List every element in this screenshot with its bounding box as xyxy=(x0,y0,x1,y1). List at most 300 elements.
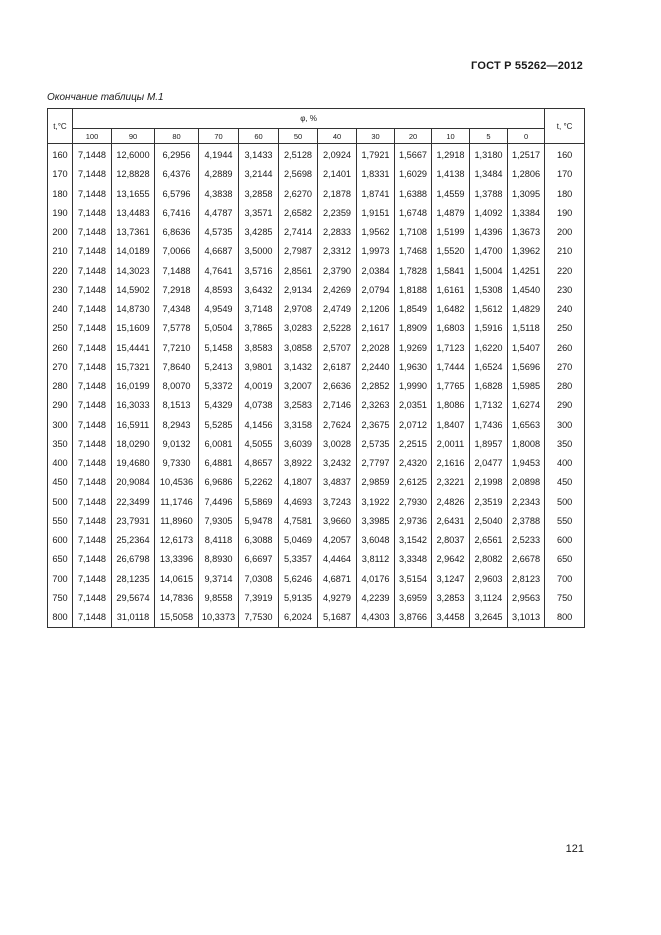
value-cell: 7,0066 xyxy=(155,242,199,261)
value-cell: 2,5128 xyxy=(279,144,318,166)
value-cell: 2,0898 xyxy=(508,473,545,492)
value-cell: 4,8593 xyxy=(199,281,239,300)
table-row xyxy=(48,165,585,184)
value-cell: 1,5841 xyxy=(432,262,470,281)
temperature-cell-left: 230 xyxy=(48,281,73,300)
value-cell: 3,5154 xyxy=(395,570,432,589)
value-cell: 7,1448 xyxy=(73,396,112,415)
value-cell: 1,2918 xyxy=(432,144,470,166)
value-cell: 1,7444 xyxy=(432,358,470,377)
temperature-cell-left: 190 xyxy=(48,204,73,223)
value-cell: 7,5778 xyxy=(155,319,199,338)
value-cell: 12,6173 xyxy=(155,531,199,550)
value-cell: 15,5058 xyxy=(155,608,199,628)
value-cell: 3,6432 xyxy=(239,281,279,300)
value-cell: 3,2858 xyxy=(239,185,279,204)
value-cell: 8,4118 xyxy=(199,531,239,550)
value-cell: 3,2583 xyxy=(279,396,318,415)
value-cell: 1,2517 xyxy=(508,144,545,166)
value-cell: 3,9660 xyxy=(318,512,357,531)
value-cell: 3,1922 xyxy=(357,493,395,512)
value-cell: 2,3675 xyxy=(357,416,395,435)
value-cell: 3,2007 xyxy=(279,377,318,396)
value-cell: 1,6748 xyxy=(395,204,432,223)
value-cell: 2,5707 xyxy=(318,339,357,358)
value-cell: 2,7414 xyxy=(279,223,318,242)
value-cell: 6,8636 xyxy=(155,223,199,242)
temperature-cell-right: 600 xyxy=(545,531,585,550)
temperature-cell-right: 220 xyxy=(545,262,585,281)
temperature-cell-right: 550 xyxy=(545,512,585,531)
value-cell: 2,9736 xyxy=(395,512,432,531)
value-cell: 1,5407 xyxy=(508,339,545,358)
table-body xyxy=(48,144,585,628)
value-cell: 3,2432 xyxy=(318,454,357,473)
value-cell: 6,2956 xyxy=(155,144,199,166)
temperature-cell-left: 500 xyxy=(48,493,73,512)
value-cell: 1,8188 xyxy=(395,281,432,300)
value-cell: 1,6828 xyxy=(470,377,508,396)
value-cell: 7,1448 xyxy=(73,358,112,377)
value-cell: 6,2024 xyxy=(279,608,318,628)
value-cell: 7,1448 xyxy=(73,473,112,492)
phi-value-header: 60 xyxy=(239,129,279,144)
value-cell: 7,1448 xyxy=(73,185,112,204)
value-cell: 13,1655 xyxy=(112,185,155,204)
value-cell: 28,1235 xyxy=(112,570,155,589)
value-cell: 4,0019 xyxy=(239,377,279,396)
value-cell: 2,6561 xyxy=(470,531,508,550)
value-cell: 3,1124 xyxy=(470,589,508,608)
value-cell: 3,4285 xyxy=(239,223,279,242)
table-row xyxy=(48,185,585,204)
value-cell: 9,0132 xyxy=(155,435,199,454)
value-cell: 2,7930 xyxy=(395,493,432,512)
value-cell: 5,9478 xyxy=(239,512,279,531)
temperature-cell-left: 450 xyxy=(48,473,73,492)
value-cell: 11,8960 xyxy=(155,512,199,531)
value-cell: 3,1247 xyxy=(432,570,470,589)
value-cell: 3,7243 xyxy=(318,493,357,512)
phi-values-row xyxy=(48,129,585,144)
temperature-cell-left: 220 xyxy=(48,262,73,281)
phi-value-header: 10 xyxy=(432,129,470,144)
value-cell: 1,5199 xyxy=(432,223,470,242)
value-cell: 15,1609 xyxy=(112,319,155,338)
value-cell: 2,9563 xyxy=(508,589,545,608)
value-cell: 8,8930 xyxy=(199,550,239,569)
value-cell: 7,1448 xyxy=(73,608,112,628)
temperature-cell-right: 290 xyxy=(545,396,585,415)
value-cell: 3,7865 xyxy=(239,319,279,338)
temperature-cell-left: 170 xyxy=(48,165,73,184)
value-cell: 2,3263 xyxy=(357,396,395,415)
table-row xyxy=(48,473,585,492)
value-cell: 4,6687 xyxy=(199,242,239,261)
value-cell: 1,5985 xyxy=(508,377,545,396)
value-cell: 1,3180 xyxy=(470,144,508,166)
value-cell: 22,3499 xyxy=(112,493,155,512)
value-cell: 13,7361 xyxy=(112,223,155,242)
temperature-cell-right: 180 xyxy=(545,185,585,204)
value-cell: 7,1448 xyxy=(73,493,112,512)
value-cell: 2,0011 xyxy=(432,435,470,454)
value-cell: 2,1998 xyxy=(470,473,508,492)
value-cell: 2,2028 xyxy=(357,339,395,358)
value-cell: 1,6029 xyxy=(395,165,432,184)
value-cell: 7,1448 xyxy=(73,281,112,300)
value-cell: 3,7148 xyxy=(239,300,279,319)
value-cell: 4,0176 xyxy=(357,570,395,589)
value-cell: 6,4881 xyxy=(199,454,239,473)
value-cell: 2,3790 xyxy=(318,262,357,281)
value-cell: 1,3962 xyxy=(508,242,545,261)
value-cell: 3,3158 xyxy=(279,416,318,435)
temperature-cell-right: 450 xyxy=(545,473,585,492)
temperature-cell-left: 160 xyxy=(48,144,73,166)
value-cell: 2,1878 xyxy=(318,185,357,204)
value-cell: 15,4441 xyxy=(112,339,155,358)
temperature-cell-left: 600 xyxy=(48,531,73,550)
value-cell: 26,6798 xyxy=(112,550,155,569)
table-row xyxy=(48,339,585,358)
value-cell: 2,8037 xyxy=(432,531,470,550)
value-cell: 6,9686 xyxy=(199,473,239,492)
value-cell: 14,0189 xyxy=(112,242,155,261)
table-row xyxy=(48,262,585,281)
value-cell: 3,5716 xyxy=(239,262,279,281)
value-cell: 2,5233 xyxy=(508,531,545,550)
temperature-cell-right: 750 xyxy=(545,589,585,608)
value-cell: 2,8082 xyxy=(470,550,508,569)
value-cell: 1,3484 xyxy=(470,165,508,184)
value-cell: 1,5696 xyxy=(508,358,545,377)
value-cell: 2,3221 xyxy=(432,473,470,492)
value-cell: 7,1448 xyxy=(73,144,112,166)
value-cell: 1,4396 xyxy=(470,223,508,242)
value-cell: 2,4826 xyxy=(432,493,470,512)
value-cell: 7,1448 xyxy=(73,531,112,550)
value-cell: 1,9973 xyxy=(357,242,395,261)
temperature-cell-right: 400 xyxy=(545,454,585,473)
value-cell: 7,4348 xyxy=(155,300,199,319)
value-cell: 1,9630 xyxy=(395,358,432,377)
temperature-cell-left: 290 xyxy=(48,396,73,415)
value-cell: 2,6187 xyxy=(318,358,357,377)
value-cell: 4,7641 xyxy=(199,262,239,281)
value-cell: 1,7132 xyxy=(470,396,508,415)
phi-value-header: 70 xyxy=(199,129,239,144)
value-cell: 7,1448 xyxy=(73,550,112,569)
value-cell: 4,4693 xyxy=(279,493,318,512)
value-cell: 2,7797 xyxy=(357,454,395,473)
value-cell: 1,4251 xyxy=(508,262,545,281)
value-cell: 18,0290 xyxy=(112,435,155,454)
value-cell: 2,3519 xyxy=(470,493,508,512)
temperature-cell-right: 300 xyxy=(545,416,585,435)
value-cell: 25,2364 xyxy=(112,531,155,550)
value-cell: 3,2853 xyxy=(432,589,470,608)
phi-value-header: 40 xyxy=(318,129,357,144)
table-row xyxy=(48,319,585,338)
temperature-cell-right: 160 xyxy=(545,144,585,166)
value-cell: 4,9549 xyxy=(199,300,239,319)
value-cell: 5,2262 xyxy=(239,473,279,492)
value-cell: 3,1433 xyxy=(239,144,279,166)
value-cell: 5,2413 xyxy=(199,358,239,377)
value-cell: 5,0504 xyxy=(199,319,239,338)
value-cell: 7,1448 xyxy=(73,377,112,396)
value-cell: 1,9453 xyxy=(508,454,545,473)
phi-value-header: 0 xyxy=(508,129,545,144)
value-cell: 1,3673 xyxy=(508,223,545,242)
value-cell: 2,4269 xyxy=(318,281,357,300)
value-cell: 29,5674 xyxy=(112,589,155,608)
value-cell: 5,6246 xyxy=(279,570,318,589)
value-cell: 4,4787 xyxy=(199,204,239,223)
value-cell: 1,8008 xyxy=(508,435,545,454)
table-row xyxy=(48,550,585,569)
value-cell: 1,6482 xyxy=(432,300,470,319)
t-header-right: t, °C xyxy=(545,109,585,144)
value-cell: 4,2057 xyxy=(318,531,357,550)
value-cell: 3,2645 xyxy=(470,608,508,628)
value-cell: 4,5055 xyxy=(239,435,279,454)
value-cell: 3,9801 xyxy=(239,358,279,377)
temperature-cell-left: 300 xyxy=(48,416,73,435)
value-cell: 2,5698 xyxy=(279,165,318,184)
temperature-cell-right: 800 xyxy=(545,608,585,628)
temperature-cell-left: 550 xyxy=(48,512,73,531)
value-cell: 12,8828 xyxy=(112,165,155,184)
phi-value-header: 80 xyxy=(155,129,199,144)
temperature-cell-right: 200 xyxy=(545,223,585,242)
value-cell: 1,9269 xyxy=(395,339,432,358)
value-cell: 2,5228 xyxy=(318,319,357,338)
value-cell: 3,3571 xyxy=(239,204,279,223)
phi-value-header: 100 xyxy=(73,129,112,144)
value-cell: 7,1448 xyxy=(73,589,112,608)
value-cell: 7,7210 xyxy=(155,339,199,358)
value-cell: 2,6431 xyxy=(432,512,470,531)
value-cell: 2,4749 xyxy=(318,300,357,319)
value-cell: 2,1617 xyxy=(357,319,395,338)
value-cell: 1,4559 xyxy=(432,185,470,204)
value-cell: 9,8558 xyxy=(199,589,239,608)
value-cell: 23,7931 xyxy=(112,512,155,531)
value-cell: 1,7828 xyxy=(395,262,432,281)
value-cell: 2,6678 xyxy=(508,550,545,569)
value-cell: 3,6048 xyxy=(357,531,395,550)
value-cell: 9,3714 xyxy=(199,570,239,589)
table-row xyxy=(48,454,585,473)
t-header-left: t,°C xyxy=(48,109,73,144)
value-cell: 5,9135 xyxy=(279,589,318,608)
value-cell: 2,3788 xyxy=(508,512,545,531)
value-cell: 4,7581 xyxy=(279,512,318,531)
table-row xyxy=(48,531,585,550)
data-table xyxy=(47,108,585,628)
temperature-cell-left: 650 xyxy=(48,550,73,569)
value-cell: 4,9279 xyxy=(318,589,357,608)
value-cell: 1,5520 xyxy=(432,242,470,261)
temperature-cell-right: 210 xyxy=(545,242,585,261)
temperature-cell-right: 500 xyxy=(545,493,585,512)
value-cell: 3,4837 xyxy=(318,473,357,492)
value-cell: 2,5040 xyxy=(470,512,508,531)
value-cell: 1,7108 xyxy=(395,223,432,242)
value-cell: 4,2889 xyxy=(199,165,239,184)
page-number: 121 xyxy=(565,843,584,855)
value-cell: 2,8561 xyxy=(279,262,318,281)
value-cell: 10,3373 xyxy=(199,608,239,628)
temperature-cell-right: 270 xyxy=(545,358,585,377)
value-cell: 14,7836 xyxy=(155,589,199,608)
temperature-cell-left: 180 xyxy=(48,185,73,204)
value-cell: 7,1448 xyxy=(73,435,112,454)
table-row xyxy=(48,223,585,242)
table-row xyxy=(48,608,585,628)
value-cell: 4,1944 xyxy=(199,144,239,166)
table-row xyxy=(48,377,585,396)
table-row xyxy=(48,204,585,223)
temperature-cell-right: 650 xyxy=(545,550,585,569)
table-row xyxy=(48,493,585,512)
value-cell: 16,5911 xyxy=(112,416,155,435)
value-cell: 1,8086 xyxy=(432,396,470,415)
value-cell: 3,6959 xyxy=(395,589,432,608)
temperature-cell-left: 240 xyxy=(48,300,73,319)
value-cell: 14,8730 xyxy=(112,300,155,319)
value-cell: 7,1448 xyxy=(73,319,112,338)
table-row xyxy=(48,435,585,454)
value-cell: 1,3788 xyxy=(470,185,508,204)
value-cell: 5,3357 xyxy=(279,550,318,569)
value-cell: 2,2833 xyxy=(318,223,357,242)
value-cell: 20,9084 xyxy=(112,473,155,492)
value-cell: 4,1456 xyxy=(239,416,279,435)
value-cell: 2,2852 xyxy=(357,377,395,396)
value-cell: 2,8123 xyxy=(508,570,545,589)
temperature-cell-left: 350 xyxy=(48,435,73,454)
value-cell: 1,5612 xyxy=(470,300,508,319)
value-cell: 2,2515 xyxy=(395,435,432,454)
table-row xyxy=(48,144,585,166)
value-cell: 7,1448 xyxy=(73,223,112,242)
value-cell: 3,3985 xyxy=(357,512,395,531)
value-cell: 3,8583 xyxy=(239,339,279,358)
phi-value-header: 20 xyxy=(395,129,432,144)
value-cell: 1,8331 xyxy=(357,165,395,184)
value-cell: 14,3023 xyxy=(112,262,155,281)
value-cell: 8,0070 xyxy=(155,377,199,396)
value-cell: 2,2343 xyxy=(508,493,545,512)
value-cell: 7,0308 xyxy=(239,570,279,589)
table-row xyxy=(48,300,585,319)
value-cell: 1,5667 xyxy=(395,144,432,166)
value-cell: 1,7123 xyxy=(432,339,470,358)
value-cell: 1,4540 xyxy=(508,281,545,300)
temperature-cell-right: 350 xyxy=(545,435,585,454)
value-cell: 1,5308 xyxy=(470,281,508,300)
value-cell: 1,4700 xyxy=(470,242,508,261)
phi-value-header: 50 xyxy=(279,129,318,144)
table-row xyxy=(48,416,585,435)
table-row xyxy=(48,242,585,261)
value-cell: 1,4879 xyxy=(432,204,470,223)
value-cell: 16,0199 xyxy=(112,377,155,396)
value-cell: 1,7436 xyxy=(470,416,508,435)
temperature-cell-left: 200 xyxy=(48,223,73,242)
value-cell: 2,6270 xyxy=(279,185,318,204)
value-cell: 2,7146 xyxy=(318,396,357,415)
temperature-cell-left: 270 xyxy=(48,358,73,377)
value-cell: 3,1432 xyxy=(279,358,318,377)
value-cell: 1,8957 xyxy=(470,435,508,454)
table-row xyxy=(48,589,585,608)
temperature-cell-left: 700 xyxy=(48,570,73,589)
value-cell: 5,1458 xyxy=(199,339,239,358)
value-cell: 2,7624 xyxy=(318,416,357,435)
value-cell: 2,9134 xyxy=(279,281,318,300)
value-cell: 1,6803 xyxy=(432,319,470,338)
value-cell: 2,3312 xyxy=(318,242,357,261)
table-row xyxy=(48,281,585,300)
table-row xyxy=(48,570,585,589)
value-cell: 1,6161 xyxy=(432,281,470,300)
value-cell: 16,3033 xyxy=(112,396,155,415)
value-cell: 7,8640 xyxy=(155,358,199,377)
phi-header: φ, % xyxy=(73,109,545,129)
temperature-cell-right: 260 xyxy=(545,339,585,358)
value-cell: 3,0858 xyxy=(279,339,318,358)
value-cell: 1,6274 xyxy=(508,396,545,415)
value-cell: 7,1448 xyxy=(73,204,112,223)
value-cell: 2,9642 xyxy=(432,550,470,569)
value-cell: 2,5735 xyxy=(357,435,395,454)
value-cell: 7,3919 xyxy=(239,589,279,608)
value-cell: 6,6697 xyxy=(239,550,279,569)
value-cell: 5,1687 xyxy=(318,608,357,628)
value-cell: 4,0738 xyxy=(239,396,279,415)
value-cell: 7,1448 xyxy=(73,242,112,261)
temperature-cell-right: 190 xyxy=(545,204,585,223)
value-cell: 2,2359 xyxy=(318,204,357,223)
value-cell: 1,7468 xyxy=(395,242,432,261)
temperature-cell-left: 280 xyxy=(48,377,73,396)
value-cell: 2,0712 xyxy=(395,416,432,435)
value-cell: 1,6388 xyxy=(395,185,432,204)
value-cell: 8,2943 xyxy=(155,416,199,435)
value-cell: 1,2806 xyxy=(508,165,545,184)
value-cell: 4,2239 xyxy=(357,589,395,608)
value-cell: 7,2918 xyxy=(155,281,199,300)
value-cell: 2,0477 xyxy=(470,454,508,473)
value-cell: 8,1513 xyxy=(155,396,199,415)
value-cell: 1,4138 xyxy=(432,165,470,184)
table-caption: Окончание таблицы М.1 xyxy=(47,92,164,103)
value-cell: 7,4496 xyxy=(199,493,239,512)
value-cell: 7,1448 xyxy=(73,512,112,531)
value-cell: 5,5869 xyxy=(239,493,279,512)
table-row xyxy=(48,512,585,531)
value-cell: 6,4376 xyxy=(155,165,199,184)
value-cell: 1,9990 xyxy=(395,377,432,396)
temperature-cell-right: 240 xyxy=(545,300,585,319)
value-cell: 5,0469 xyxy=(279,531,318,550)
value-cell: 19,4680 xyxy=(112,454,155,473)
value-cell: 12,6000 xyxy=(112,144,155,166)
